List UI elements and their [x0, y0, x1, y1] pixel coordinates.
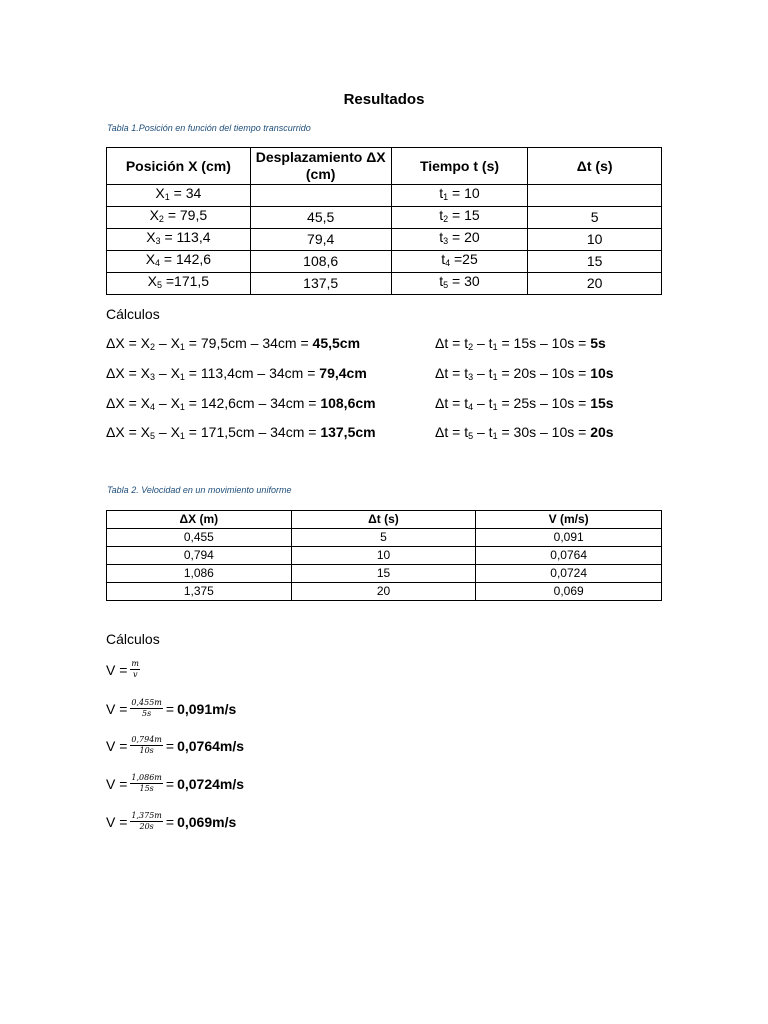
table-row — [107, 207, 662, 229]
table-row — [107, 185, 662, 207]
calc-result: 15s — [590, 395, 614, 411]
delta-time-cell: 15 — [528, 251, 662, 273]
table-cell: 10 — [291, 547, 476, 565]
column-header-time: Tiempo t (s) — [391, 148, 528, 185]
page-title: Resultados — [343, 91, 425, 108]
column-header-displacement-m: ΔX (m) — [107, 511, 292, 529]
displacement-cell: 137,5 — [250, 273, 391, 295]
calc-result: 20s — [590, 424, 614, 440]
delta-time-cell: 20 — [528, 273, 662, 295]
time-calculation: $\Delta t = t_5 - t_1 = 30s - 10s = 20s$ — [435, 424, 614, 441]
time-calculation: $\Delta t = t_3 - t_1 = 20s - 10s = 10s$ — [435, 365, 614, 382]
velocity-table — [106, 510, 662, 601]
fraction: $\frac{1,086m}{15s}$ — [131, 773, 162, 793]
displacement-calculation: $\Delta X = X_4 - X_1 = 142,6cm - 34cm = 108,6cm$ — [106, 395, 376, 412]
calc-result: 137,5cm — [320, 424, 376, 440]
fraction: $\frac{0,455m}{5s}$ — [131, 698, 162, 718]
calc-result: 45,5cm — [312, 335, 361, 351]
fraction-numerator: m — [131, 659, 139, 668]
time-cell: $t_4 =25$ — [391, 251, 528, 273]
displacement-calculation: $\Delta X = X_3 - X_1 = 113,4cm - 34cm = 79,4cm$ — [106, 365, 367, 382]
displacement-cell: 45,5 — [250, 207, 391, 229]
table-cell: 20 — [291, 583, 476, 601]
velocity-formula — [106, 659, 143, 680]
calc-result: 79,4cm — [319, 365, 367, 381]
position-cell: $X_1 = 34$ — [107, 185, 251, 207]
time-cell: $t_5 = 30$ — [391, 273, 528, 295]
velocity-calculation: V = $\frac{0,794m}{10s}$ = 0,0764m/s — [106, 735, 245, 755]
formula-fraction — [130, 659, 140, 680]
table-row — [107, 273, 662, 295]
fraction: $\frac{0,794m}{10s}$ — [131, 735, 162, 755]
delta-time-cell: 5 — [528, 207, 662, 229]
time-cell: $t_3 = 20$ — [391, 229, 528, 251]
column-header-position: Posición X (cm) — [107, 148, 251, 185]
formula-lhs: V = — [106, 661, 128, 678]
velocity-calculation: V = $\frac{1,375m}{20s}$ = 0,069m/s — [106, 811, 237, 831]
table-row — [107, 251, 662, 273]
time-cell: $t_2 = 15$ — [391, 207, 528, 229]
table-row — [107, 529, 662, 547]
table-cell: 0,455 — [107, 529, 292, 547]
column-header-velocity: V (m/s) — [476, 511, 662, 529]
fraction: $\frac{1,375m}{20s}$ — [131, 811, 162, 831]
calc-result: 0,091m/s — [177, 700, 237, 717]
table1-caption: Tabla 1.Posición en función del tiempo transcurrido — [107, 123, 311, 133]
table-row — [107, 229, 662, 251]
displacement-cell: 108,6 — [250, 251, 391, 273]
velocity-calculation: V = $\frac{1,086m}{15s}$ = 0,0724m/s — [106, 773, 245, 793]
time-cell: $t_1 = 10$ — [391, 185, 528, 207]
position-cell: $X_5 =171,5$ — [107, 273, 251, 295]
table-cell: 0,0724 — [476, 565, 662, 583]
displacement-cell: 79,4 — [250, 229, 391, 251]
table-row — [107, 583, 662, 601]
column-header-delta-time: Δt (s) — [528, 148, 662, 185]
delta-time-cell: 10 — [528, 229, 662, 251]
table-cell: 5 — [291, 529, 476, 547]
table-cell: 0,091 — [476, 529, 662, 547]
table-cell: 0,069 — [476, 583, 662, 601]
calculations-heading: Cálculos — [106, 306, 160, 322]
table-cell: 15 — [291, 565, 476, 583]
table-cell: 0,0764 — [476, 547, 662, 565]
time-calculation: $\Delta t = t_4 - t_1 = 25s - 10s = 15s$ — [435, 395, 614, 412]
calc-result: 0,0724m/s — [177, 775, 245, 792]
time-calculation: $\Delta t = t_2 - t_1 = 15s - 10s = 5s$ — [435, 335, 606, 352]
displacement-cell — [250, 185, 391, 207]
column-header-displacement: Desplazamiento ΔX (cm) — [250, 148, 391, 185]
column-header-delta-time-s: Δt (s) — [291, 511, 476, 529]
displacement-calculation: $\Delta X = X_2 - X_1 = 79,5cm - 34cm = 45,5cm$ — [106, 335, 361, 352]
table2-caption: Tabla 2. Velocidad en un movimiento uniforme — [107, 485, 292, 495]
calculations-heading-2: Cálculos — [106, 631, 160, 647]
calc-result: 0,0764m/s — [177, 737, 245, 754]
fraction-denominator: v — [132, 670, 138, 679]
table-cell: 0,794 — [107, 547, 292, 565]
position-cell: $X_3 = 113,4$ — [107, 229, 251, 251]
calc-result: 10s — [590, 365, 614, 381]
table-cell: 1,086 — [107, 565, 292, 583]
velocity-calculation: V = $\frac{0,455m}{5s}$ = 0,091m/s — [106, 698, 237, 718]
calc-result: 0,069m/s — [177, 813, 237, 830]
delta-time-cell — [528, 185, 662, 207]
displacement-calculation: $\Delta X = X_5 - X_1 = 171,5cm - 34cm = 137,5cm$ — [106, 424, 376, 441]
table-row — [107, 547, 662, 565]
table-cell: 1,375 — [107, 583, 292, 601]
position-cell: $X_2 = 79,5$ — [107, 207, 251, 229]
position-table — [106, 147, 662, 295]
position-cell: $X_4 = 142,6$ — [107, 251, 251, 273]
calc-result: 5s — [590, 335, 606, 351]
calc-result: 108,6cm — [320, 395, 376, 411]
table-row — [107, 565, 662, 583]
